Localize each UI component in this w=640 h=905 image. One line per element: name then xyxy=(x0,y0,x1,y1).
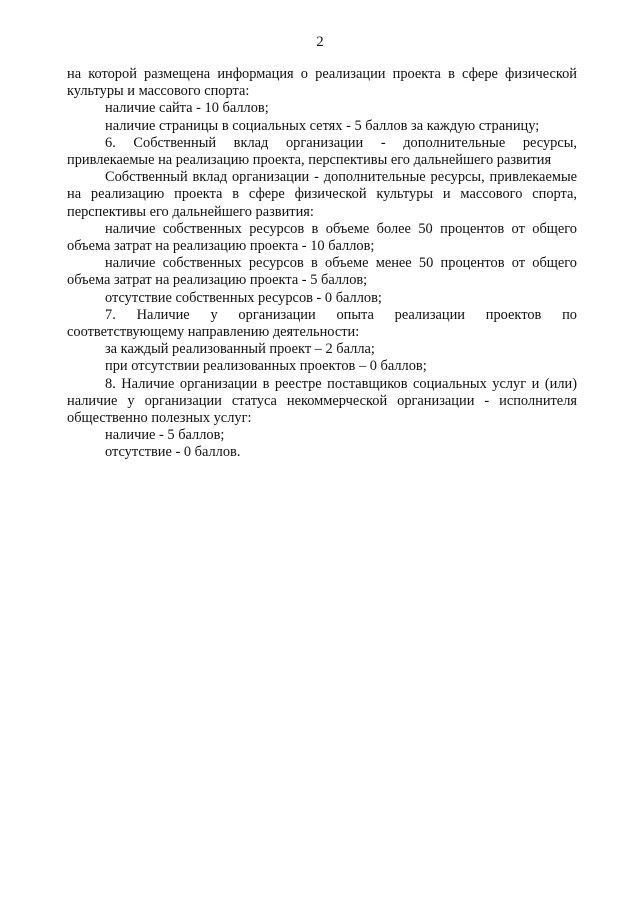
paragraph-resources-under-50: наличие собственных ресурсов в объеме менее 50 процентов от общего объема затрат на реализацию проекта - 5 баллов; xyxy=(67,255,577,289)
paragraph-registry-presence-score: наличие - 5 баллов; xyxy=(105,427,225,444)
paragraph-registry-absence-score: отсутствие - 0 баллов. xyxy=(105,444,241,461)
document-body xyxy=(67,66,577,462)
paragraph-project-score: за каждый реализованный проект – 2 балла; xyxy=(105,341,375,358)
paragraph-criterion-8-heading: 8. Наличие организации в реестре поставщиков социальных услуг и (или) наличие у организации статуса некоммерческой организации - исполнителя общественно полезных услуг: xyxy=(67,375,577,427)
paragraph-criterion-6-description: Собственный вклад организации - дополнительные ресурсы, привлекаемые на реализацию проекта в сфере физической культуры и массового спорта, перспективы его дальнейшего развития: xyxy=(67,169,577,220)
paragraph-social-pages-score: наличие страницы в социальных сетях - 5 баллов за каждую страницу; xyxy=(105,117,540,134)
paragraph-criterion-7-heading: 7. Наличие у организации опыта реализации проектов по соответствующему направлению деятельности: xyxy=(67,306,577,341)
paragraph-site-info-continuation: на которой размещена информация о реализации проекта в сфере физической культуры и массового спорта: xyxy=(67,66,577,100)
paragraph-website-score: наличие сайта - 10 баллов; xyxy=(105,100,269,117)
paragraph-resources-over-50: наличие собственных ресурсов в объеме более 50 процентов от общего объема затрат на реализацию проекта - 10 баллов; xyxy=(67,220,577,255)
paragraph-no-own-resources: отсутствие собственных ресурсов - 0 баллов; xyxy=(105,289,382,306)
paragraph-no-projects-score: при отсутствии реализованных проектов – 0 баллов; xyxy=(105,358,427,375)
page-number: 2 xyxy=(316,34,324,50)
paragraph-criterion-6-heading: 6. Собственный вклад организации - дополнительные ресурсы, привлекаемые на реализацию проекта, перспективы его дальнейшего развития xyxy=(67,134,577,169)
